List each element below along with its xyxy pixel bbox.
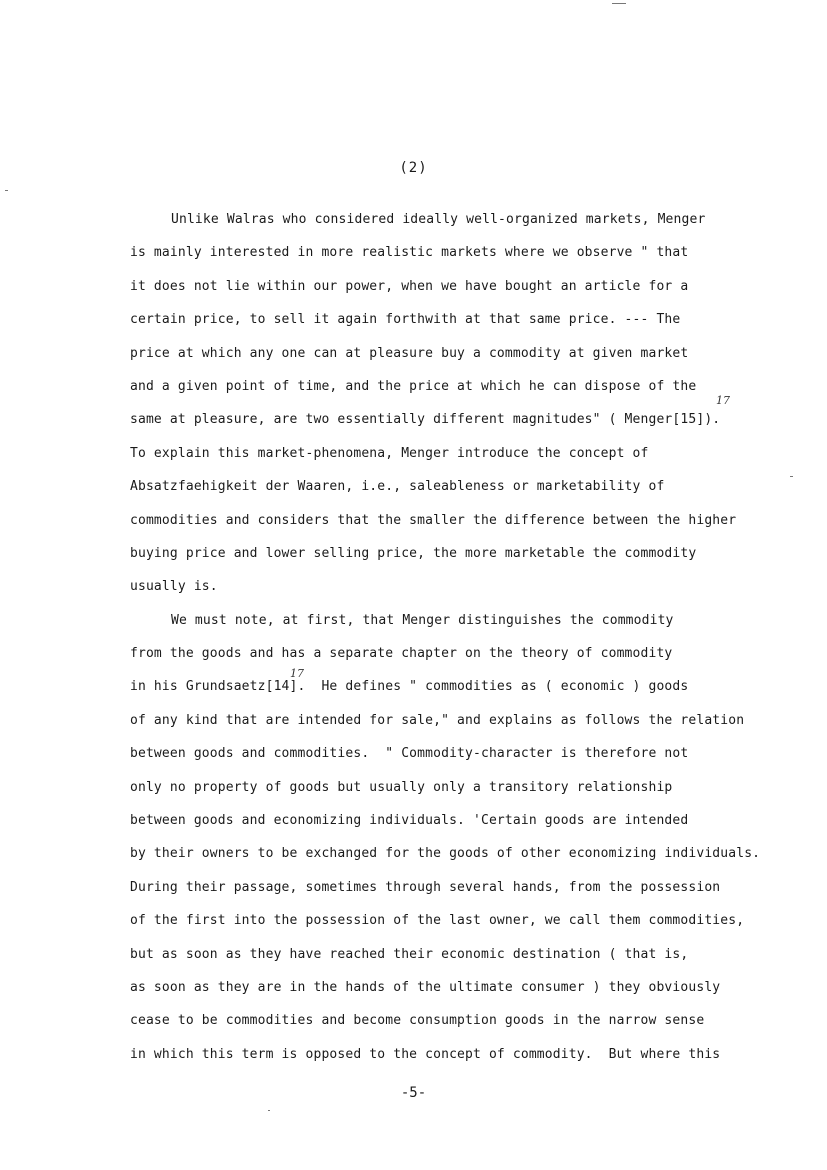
section-number: (2) — [399, 160, 428, 176]
text-line: in which this term is opposed to the concept of commodity. But where this — [130, 1046, 721, 1062]
text-line: of the first into the possession of the last owner, we call them commodities, — [130, 913, 745, 929]
scan-mark — [5, 190, 8, 191]
text-line: certain price, to sell it again forthwith at that same price. --- The — [130, 312, 681, 328]
handwritten-ref-annotation: 17 — [290, 667, 304, 680]
text-line: buying price and lower selling price, the more marketable the commodity — [130, 545, 697, 561]
text-line: is mainly interested in more realistic markets where we observe " that — [130, 245, 689, 261]
text-line: and a given point of time, and the price at which he can dispose of the — [130, 378, 697, 394]
text-line: from the goods and has a separate chapter on the theory of commodity — [130, 646, 673, 662]
paragraph — [130, 609, 810, 1076]
text-line: as soon as they are in the hands of the ultimate consumer ) they obviously — [130, 979, 721, 995]
text-line: price at which any one can at pleasure buy a commodity at given market — [130, 345, 689, 361]
text-line: We must note, at first, that Menger distinguishes the commodity — [171, 612, 674, 628]
text-line: commodities and considers that the smaller the difference between the higher — [130, 512, 737, 528]
paragraph — [130, 208, 810, 609]
body-text — [130, 208, 810, 1076]
text-line: During their passage, sometimes through several hands, from the possession — [130, 879, 721, 895]
text-line: it does not lie within our power, when we have bought an article for a — [130, 278, 689, 294]
scan-mark — [612, 3, 626, 4]
text-line: same at pleasure, are two essentially different magnitudes" ( Menger[15]). — [130, 412, 721, 428]
text-line: only no property of goods but usually only a transitory relationship — [130, 779, 673, 795]
text-line: Absatzfaehigkeit der Waaren, i.e., saleableness or marketability of — [130, 479, 665, 495]
text-line: but as soon as they have reached their economic destination ( that is, — [130, 946, 689, 962]
handwritten-ref-annotation: 17 — [716, 394, 730, 407]
text-line: in his Grundsaetz[14]. He defines " commodities as ( economic ) goods — [130, 679, 689, 695]
text-line: between goods and economizing individuals. 'Certain goods are intended — [130, 813, 689, 829]
text-line: between goods and commodities. " Commodity-character is therefore not — [130, 746, 689, 762]
text-line: Unlike Walras who considered ideally well-organized markets, Menger — [171, 212, 706, 227]
text-line: To explain this market-phenomena, Menger introduce the concept of — [130, 445, 649, 461]
text-line: by their owners to be exchanged for the goods of other economizing individuals. — [130, 846, 761, 862]
page-number: -5- — [400, 1085, 427, 1101]
scan-mark — [268, 1110, 270, 1111]
text-line: usually is. — [130, 579, 218, 595]
text-line: cease to be commodities and become consumption goods in the narrow sense — [130, 1013, 705, 1029]
text-line: of any kind that are intended for sale," and explains as follows the relation — [130, 712, 745, 728]
